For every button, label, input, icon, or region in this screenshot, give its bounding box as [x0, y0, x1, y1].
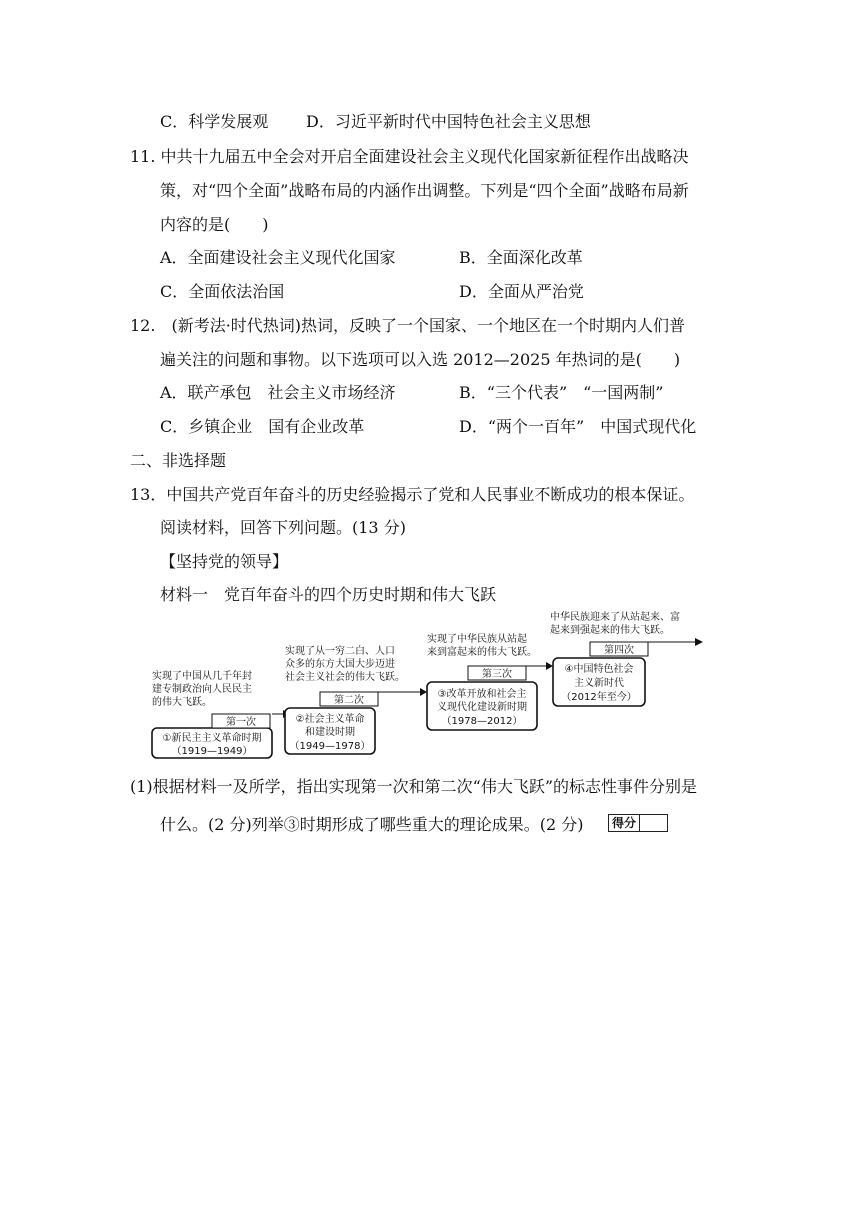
leap-2-note-line2: 众多的东方大国大步迈进	[285, 659, 395, 670]
history-periods-diagram	[140, 606, 710, 766]
q13-stem-line2: 阅读材料，回答下列问题。(13 分)	[160, 518, 406, 537]
leap-1-note-line2: 建专制政治向人民民主	[152, 684, 252, 695]
q13-sub1-line1: (1)根据材料一及所学，指出实现第一次和第二次“伟大飞跃”的标志性事件分别是	[130, 777, 698, 796]
q11-option-b: B．全面深化改革	[459, 248, 583, 267]
period-4-years: （2012年至今）	[561, 692, 637, 703]
period-2-years: （1949—1978）	[289, 741, 371, 752]
q13-stem-line1: 13．中国共产党百年奋斗的历史经验揭示了党和人民事业不断成功的根本保证。	[130, 485, 695, 504]
q11-stem-line3: 内容的是( )	[160, 215, 269, 234]
leap-4-note-line2: 起来到强起来的伟大飞跃。	[550, 625, 670, 636]
period-1-name: ①新民主主义革命时期	[162, 733, 262, 744]
leap-1-note-line1: 实现了中国从几千年封	[152, 671, 252, 682]
leap-4-note-line1: 中华民族迎来了从站起来、富	[550, 612, 680, 623]
section-heading: 二、非选择题	[130, 451, 227, 470]
q11-option-a: A．全面建设社会主义现代化国家	[160, 248, 396, 267]
q12-stem-line1: 12. (新考法·时代热词)热词，反映了一个国家、一个地区在一个时期内人们普	[130, 316, 686, 335]
q12-option-c: C．乡镇企业 国有企业改革	[160, 417, 365, 436]
q11-option-c: C．全面依法治国	[160, 282, 285, 301]
period-4-name-line1: ④中国特色社会	[564, 664, 634, 675]
leap-3-label: 第三次	[482, 669, 512, 680]
q11-option-d: D．全面从严治党	[459, 282, 584, 301]
q12-option-d: D．“两个一百年” 中国式现代化	[459, 417, 697, 436]
q10-option-c: C．科学发展观	[160, 112, 269, 131]
leap-1-note-line3: 的伟大飞跃。	[152, 697, 212, 708]
period-2-name-line1: ②社会主义革命	[295, 714, 365, 725]
period-1-years: （1919—1949）	[171, 746, 253, 757]
leap-2-note-line1: 实现了从一穷二白、人口	[285, 646, 395, 657]
period-4-name-line2: 主义新时代	[574, 678, 624, 689]
q12-option-a: A．联产承包 社会主义市场经济	[160, 383, 396, 402]
period-3-name-line2: 义现代化建设新时期	[437, 702, 527, 713]
leap-3-note-line1: 实现了中华民族从站起	[427, 634, 527, 645]
leap-3-note-line2: 来到富起来的伟大飞跃。	[427, 647, 537, 658]
leap-2-note-line3: 社会主义社会的伟大飞跃。	[285, 672, 405, 683]
q11-stem-line2: 策，对“四个全面”战略布局的内涵作出调整。下列是“四个全面”战略布局新	[160, 181, 689, 200]
q10-option-d: D．习近平新时代中国特色社会主义思想	[306, 112, 591, 131]
q12-stem-line2: 遍关注的问题和事物。以下选项可以入选 2012—2025 年热词的是( )	[160, 350, 681, 369]
leap-2-label: 第二次	[334, 695, 364, 706]
q13-heading: 【坚持党的领导】	[160, 552, 289, 571]
q12-option-b: B．“三个代表” “一国两制”	[459, 383, 664, 402]
period-3-years: （1978—2012）	[441, 716, 523, 727]
q11-stem-line1: 11. 中共十九届五中全会对开启全面建设社会主义现代化国家新征程作出战略决	[130, 147, 689, 166]
leap-1-label: 第一次	[226, 717, 256, 728]
material-one-title: 材料一 党百年奋斗的四个历史时期和伟大飞跃	[160, 585, 497, 604]
score-box[interactable]	[608, 814, 668, 832]
leap-4-label: 第四次	[604, 645, 634, 656]
q13-sub1-line2: 什么。(2 分)列举③时期形成了哪些重大的理论成果。(2 分)	[160, 815, 584, 834]
score-label: 得分	[609, 815, 640, 831]
period-2-name-line2: 和建设时期	[305, 727, 355, 738]
period-3-name-line1: ③改革开放和社会主	[437, 689, 527, 700]
